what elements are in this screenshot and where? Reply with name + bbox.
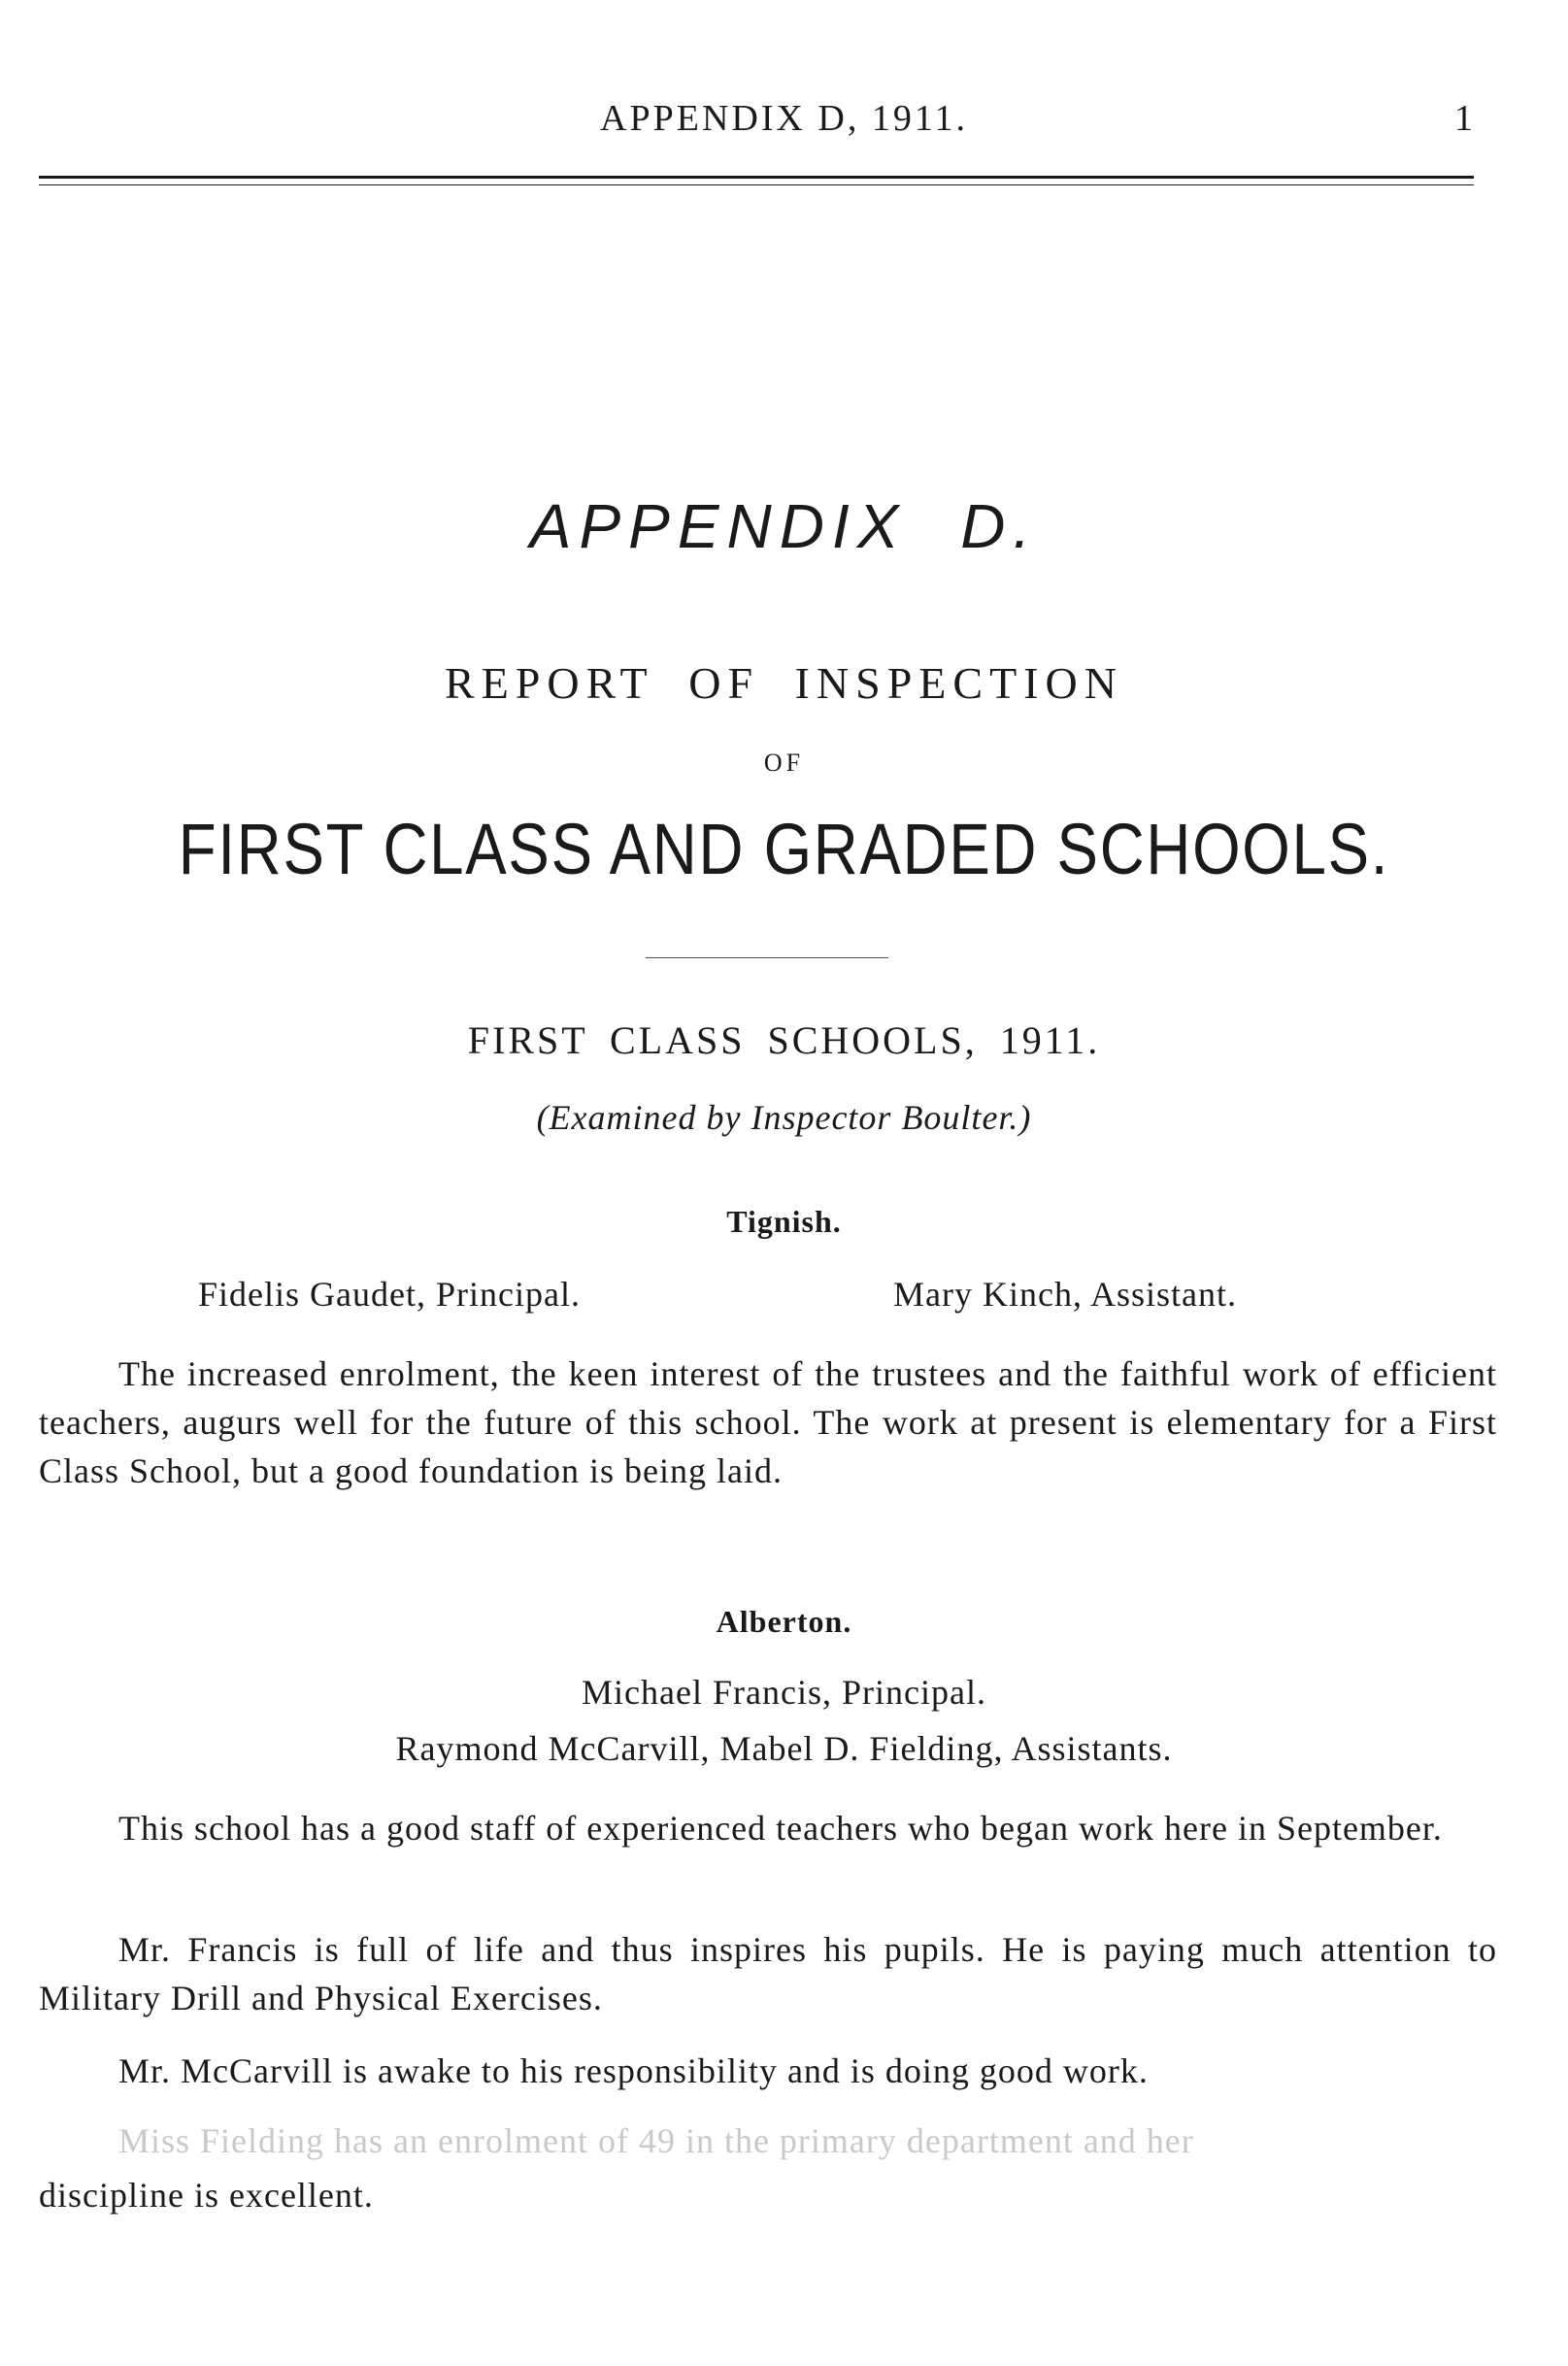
tignish-assistant: Mary Kinch, Assistant.: [893, 1275, 1237, 1314]
main-title: FIRST CLASS AND GRADED SCHOOLS.: [178, 809, 1390, 889]
alberton-paragraph-1: This school has a good staff of experienced teachers who began work here in September.: [118, 1809, 1443, 1848]
tignish-paragraph: The increased enrolment, the keen interest of the trustees and the faithful work of efficient teachers, augurs well for the future of this school. The work at present is elementary for a First Class School, but a good foundation is being laid.: [39, 1354, 1497, 1490]
tignish-principal: Fidelis Gaudet, Principal.: [198, 1275, 581, 1314]
examiner-note: (Examined by Inspector Boulter.): [536, 1098, 1032, 1137]
alberton-paragraph-2: Mr. Francis is full of life and thus inspires his pupils. He is paying much attention to Military Drill and Physical Exercises.: [39, 1930, 1497, 2017]
alberton-principal: Michael Francis, Principal.: [582, 1673, 986, 1712]
report-heading: REPORT OF INSPECTION: [445, 658, 1123, 708]
alberton-assistants: Raymond McCarvill, Mabel D. Fielding, Assistants.: [395, 1729, 1173, 1768]
running-head: APPENDIX D, 1911.: [600, 98, 968, 139]
appendix-title: APPENDIX D.: [529, 491, 1039, 561]
title-divider: [646, 957, 888, 958]
section-heading: FIRST CLASS SCHOOLS, 1911.: [467, 1018, 1101, 1062]
alberton-last-line: discipline is excellent.: [39, 2176, 374, 2215]
school-name-tignish: Tignish.: [726, 1204, 842, 1239]
school-name-alberton: Alberton.: [716, 1604, 852, 1639]
page-number: 1: [1454, 98, 1473, 139]
faded-line: Miss Fielding has an enrolment of 49 in the primary department and her: [118, 2121, 1194, 2160]
header-rule-thin: [39, 184, 1474, 185]
of-connector: OF: [763, 749, 805, 777]
header-rule-thick: [39, 176, 1474, 179]
alberton-paragraph-3: Mr. McCarvill is awake to his responsibility and is doing good work.: [118, 2051, 1149, 2090]
